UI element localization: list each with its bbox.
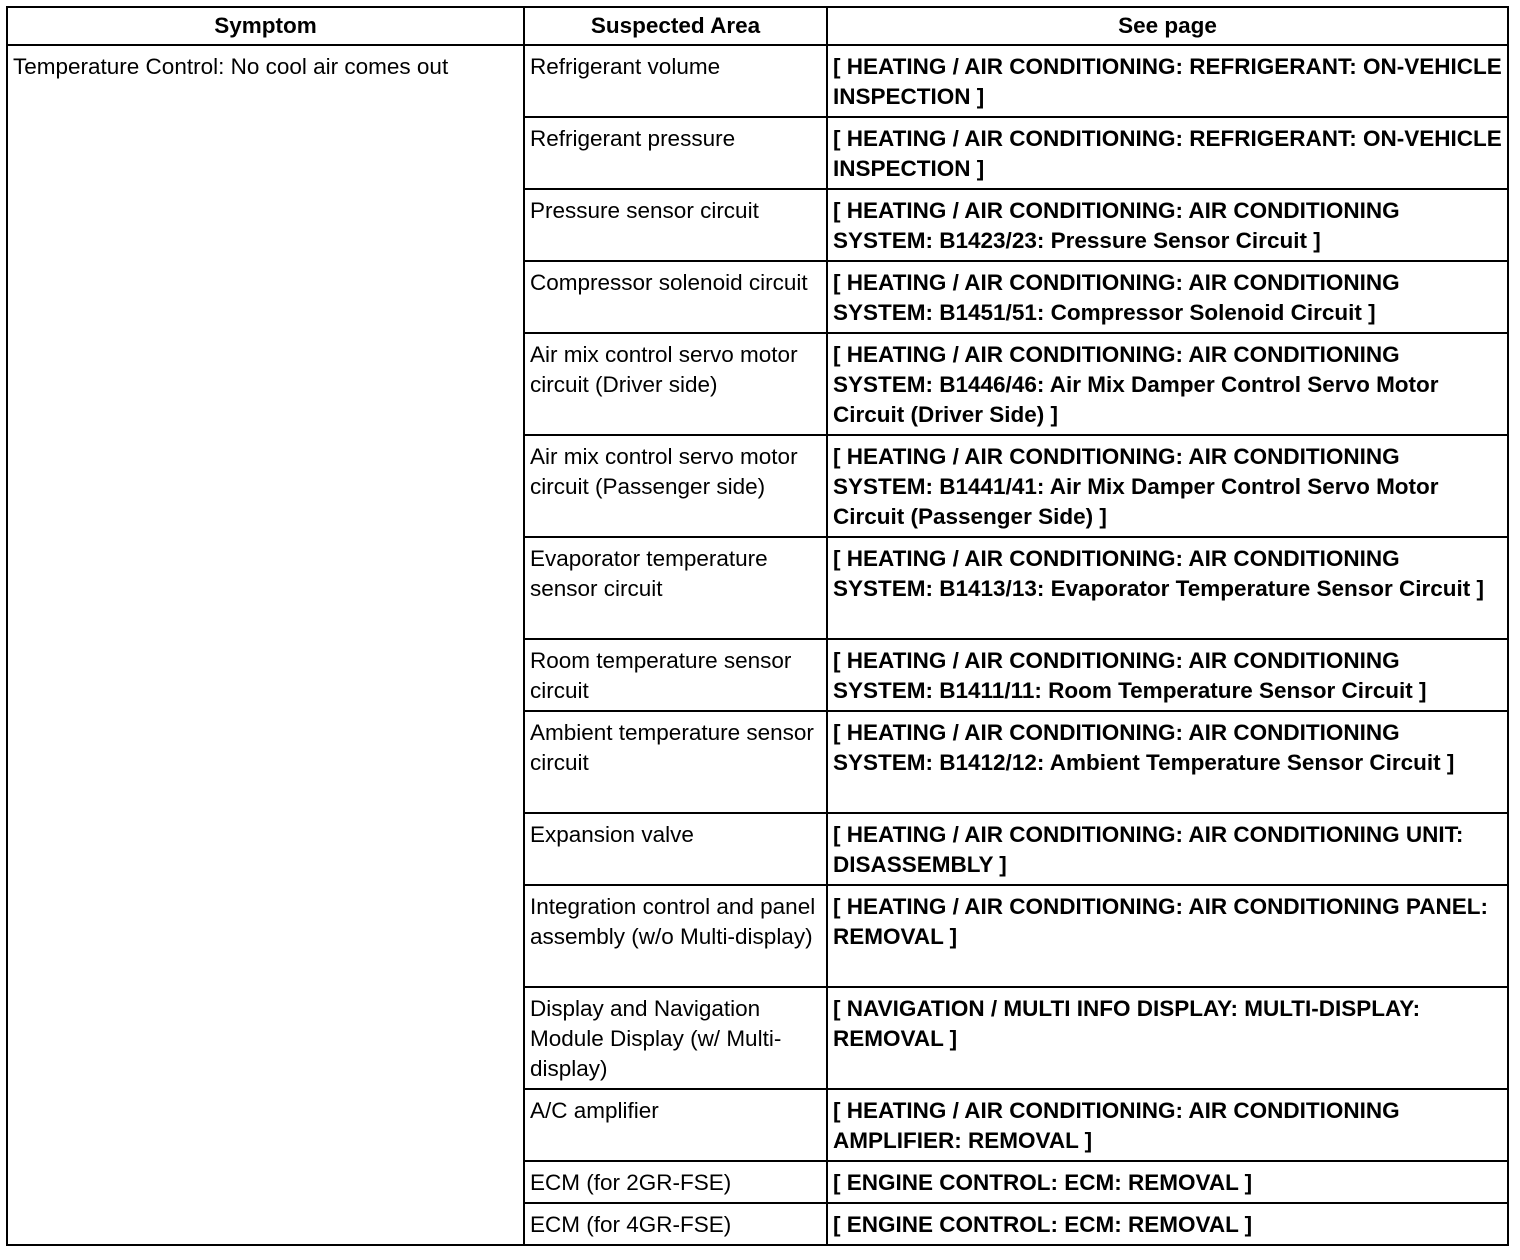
symptom-table <box>6 6 1509 1246</box>
see-page-cell: [ HEATING / AIR CONDITIONING: AIR CONDITIONING SYSTEM: B1423/23: Pressure Sensor Circuit ] <box>827 189 1508 261</box>
see-page-cell: [ HEATING / AIR CONDITIONING: AIR CONDITIONING PANEL: REMOVAL ] <box>827 885 1508 987</box>
suspected-area-cell: ECM (for 4GR-FSE) <box>524 1203 827 1245</box>
see-page-cell: [ NAVIGATION / MULTI INFO DISPLAY: MULTI-DISPLAY: REMOVAL ] <box>827 987 1508 1089</box>
table-row <box>7 45 1508 117</box>
suspected-area-cell: Air mix control servo motor circuit (Driver side) <box>524 333 827 435</box>
see-page-cell: [ HEATING / AIR CONDITIONING: AIR CONDITIONING SYSTEM: B1413/13: Evaporator Temperature Sensor Circuit ] <box>827 537 1508 639</box>
see-page-cell: [ HEATING / AIR CONDITIONING: AIR CONDITIONING AMPLIFIER: REMOVAL ] <box>827 1089 1508 1161</box>
page <box>6 6 1509 1246</box>
suspected-area-cell: Ambient temperature sensor circuit <box>524 711 827 813</box>
header-symptom: Symptom <box>7 7 524 45</box>
see-page-cell: [ HEATING / AIR CONDITIONING: REFRIGERANT: ON-VEHICLE INSPECTION ] <box>827 45 1508 117</box>
header-see-page: See page <box>827 7 1508 45</box>
suspected-area-cell: A/C amplifier <box>524 1089 827 1161</box>
suspected-area-cell: Compressor solenoid circuit <box>524 261 827 333</box>
suspected-area-cell: Pressure sensor circuit <box>524 189 827 261</box>
suspected-area-cell: Air mix control servo motor circuit (Passenger side) <box>524 435 827 537</box>
suspected-area-cell: Refrigerant pressure <box>524 117 827 189</box>
suspected-area-cell: Evaporator temperature sensor circuit <box>524 537 827 639</box>
header-suspected-area: Suspected Area <box>524 7 827 45</box>
suspected-area-cell: Refrigerant volume <box>524 45 827 117</box>
see-page-cell: [ HEATING / AIR CONDITIONING: AIR CONDITIONING SYSTEM: B1446/46: Air Mix Damper Control Servo Motor Circuit (Driver Side) ] <box>827 333 1508 435</box>
see-page-cell: [ ENGINE CONTROL: ECM: REMOVAL ] <box>827 1161 1508 1203</box>
suspected-area-cell: Expansion valve <box>524 813 827 885</box>
suspected-area-cell: Room temperature sensor circuit <box>524 639 827 711</box>
suspected-area-cell: Display and Navigation Module Display (w/ Multi-display) <box>524 987 827 1089</box>
see-page-cell: [ HEATING / AIR CONDITIONING: AIR CONDITIONING SYSTEM: B1411/11: Room Temperature Sensor Circuit ] <box>827 639 1508 711</box>
see-page-cell: [ HEATING / AIR CONDITIONING: AIR CONDITIONING UNIT: DISASSEMBLY ] <box>827 813 1508 885</box>
suspected-area-cell: ECM (for 2GR-FSE) <box>524 1161 827 1203</box>
see-page-cell: [ HEATING / AIR CONDITIONING: AIR CONDITIONING SYSTEM: B1451/51: Compressor Solenoid Circuit ] <box>827 261 1508 333</box>
header-row <box>7 7 1508 45</box>
see-page-cell: [ HEATING / AIR CONDITIONING: AIR CONDITIONING SYSTEM: B1412/12: Ambient Temperature Sensor Circuit ] <box>827 711 1508 813</box>
suspected-area-cell: Integration control and panel assembly (w/o Multi-display) <box>524 885 827 987</box>
symptom-cell: Temperature Control: No cool air comes out <box>7 45 524 1245</box>
see-page-cell: [ HEATING / AIR CONDITIONING: REFRIGERANT: ON-VEHICLE INSPECTION ] <box>827 117 1508 189</box>
see-page-cell: [ ENGINE CONTROL: ECM: REMOVAL ] <box>827 1203 1508 1245</box>
see-page-cell: [ HEATING / AIR CONDITIONING: AIR CONDITIONING SYSTEM: B1441/41: Air Mix Damper Control Servo Motor Circuit (Passenger Side) ] <box>827 435 1508 537</box>
